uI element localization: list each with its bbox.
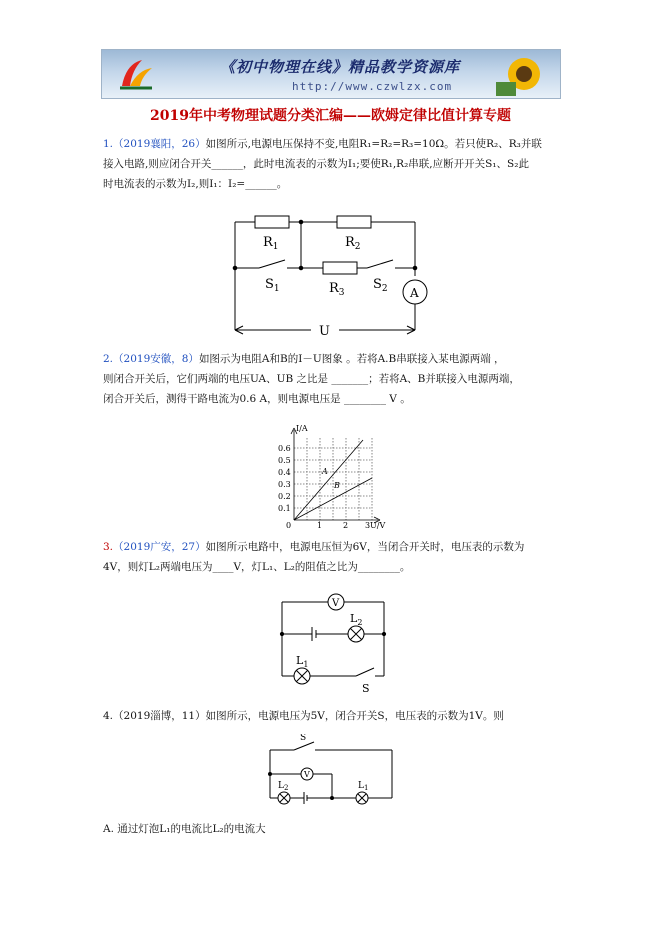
- question-text: 如图所示,电源电压保持不变,电阻R₁=R₂=R₃=10Ω。若只使R₂、R₃并联: [205, 138, 542, 150]
- question-source: （2019淄博，11）: [113, 710, 206, 722]
- label-voltmeter: V: [332, 598, 340, 609]
- svg-text:L1: [358, 781, 368, 792]
- label-l1: L: [358, 781, 364, 791]
- site-logo-icon: [116, 56, 156, 92]
- label-s2: S: [373, 277, 382, 292]
- svg-text:R3: [329, 281, 345, 298]
- label-r2: R: [345, 235, 355, 250]
- y-tick: 0.3: [278, 480, 291, 489]
- y-tick: 0.6: [278, 444, 291, 453]
- question-source: （2019安徽，8）: [113, 353, 199, 365]
- resistor-r1: [255, 216, 289, 228]
- line-a-label: A: [322, 467, 328, 476]
- question-number: 3.: [103, 541, 114, 553]
- svg-text:R1: [263, 235, 279, 252]
- label-r3: R: [329, 281, 339, 296]
- resistor-r3: [323, 262, 357, 274]
- label-u: U: [319, 324, 330, 339]
- switch-s: [294, 742, 314, 750]
- x-tick: 3: [365, 521, 371, 530]
- iu-graph: [268, 422, 392, 530]
- label-r1-sub: 1: [272, 242, 279, 252]
- question-2: [103, 349, 573, 409]
- label-ammeter: A: [410, 286, 419, 300]
- label-r3-sub: 3: [338, 288, 345, 298]
- y-tick: 0.2: [278, 492, 291, 501]
- origin-label: 0: [286, 521, 292, 530]
- switch-s2: [367, 260, 393, 268]
- banner-url: http://www.czwlzx.com: [292, 80, 453, 93]
- question-source: （2019襄阳，26）: [113, 138, 206, 150]
- y-tick: 0.4: [278, 468, 291, 477]
- y-axis-label: I/A: [296, 424, 308, 433]
- question-4: [103, 706, 573, 726]
- question-text: 如图所示，电源电压为5V，闭合开关S，电压表的示数为1V。则: [205, 710, 504, 722]
- switch-s1: [259, 260, 285, 268]
- question-1: [103, 134, 573, 194]
- x-tick: 1: [317, 521, 323, 530]
- label-r2-sub: 2: [354, 242, 361, 252]
- page-title: 2019年中考物理试题分类汇编——欧姆定律比值计算专题: [150, 108, 511, 124]
- question-text: 时电流表的示数为I₂,则I₁：I₂=______。: [103, 178, 288, 190]
- svg-text:S1: [265, 277, 280, 294]
- line-b-label: B: [334, 481, 340, 490]
- label-l1: L: [296, 654, 304, 667]
- question-number: 1.: [103, 138, 114, 150]
- svg-text:S2: [373, 277, 388, 294]
- label-s: S: [362, 682, 370, 695]
- sunflower-icon: [492, 52, 552, 96]
- question-text: 则闭合开关后，它们两端的电压UA、UB 之比是 _______；若将A、B并联接入电源两端，: [103, 373, 520, 385]
- resistor-r2: [337, 216, 371, 228]
- label-l2-sub: 2: [283, 784, 289, 792]
- question-source: （2019广安，27）: [113, 541, 206, 553]
- header-banner: [101, 49, 561, 99]
- label-l2: L: [278, 781, 284, 791]
- switch-s: [356, 668, 374, 676]
- question-number: 4.: [103, 710, 114, 722]
- label-l2-sub: 2: [357, 618, 363, 627]
- circuit-diagram-1: [225, 208, 430, 343]
- question-text: 4V，则灯L₂两端电压为____V，灯L₁、L₂的阻值之比为________。: [103, 561, 411, 573]
- question-text: 闭合开关后，测得干路电流为0.6 A，则电源电压是 ________ V 。: [103, 393, 411, 405]
- y-tick: 0.1: [278, 504, 291, 513]
- label-l2: L: [350, 612, 358, 625]
- answer-option-a: [103, 819, 573, 839]
- label-r1: R: [263, 235, 273, 250]
- circuit-diagram-3: [276, 588, 392, 696]
- label-s: S: [300, 734, 307, 743]
- question-text: 接入电路,则应闭合开关______，此时电流表的示数为I₁;要使R₁,R₂串联,应断开开关S₁、S₂此: [103, 158, 529, 170]
- question-text: 如图所示电路中，电源电压恒为6V，当闭合开关时，电压表的示数为: [205, 541, 525, 553]
- circuit-diagram-4: [264, 734, 398, 810]
- label-s2-sub: 2: [381, 284, 388, 294]
- svg-text:L2: [278, 781, 288, 792]
- question-number: 2.: [103, 353, 114, 365]
- x-axis-label: U/V: [370, 521, 386, 530]
- svg-text:L2: [350, 612, 362, 627]
- label-s1: S: [265, 277, 274, 292]
- label-l1-sub: 1: [363, 784, 369, 792]
- label-voltmeter: V: [304, 770, 310, 779]
- option-text: A. 通过灯泡L₁的电流比L₂的电流大: [103, 823, 266, 835]
- svg-text:R2: [345, 235, 361, 252]
- svg-text:L1: [296, 654, 308, 669]
- x-tick: 2: [343, 521, 349, 530]
- label-l1-sub: 1: [303, 660, 309, 669]
- banner-title: 《初中物理在线》精品教学资源库: [220, 58, 461, 76]
- label-s1-sub: 1: [273, 284, 280, 294]
- y-tick: 0.5: [278, 456, 291, 465]
- question-3: [103, 537, 573, 577]
- question-text: 如图示为电阻A和B的I－U图象 。若将A.B串联接入某电源两端 ，: [198, 353, 505, 365]
